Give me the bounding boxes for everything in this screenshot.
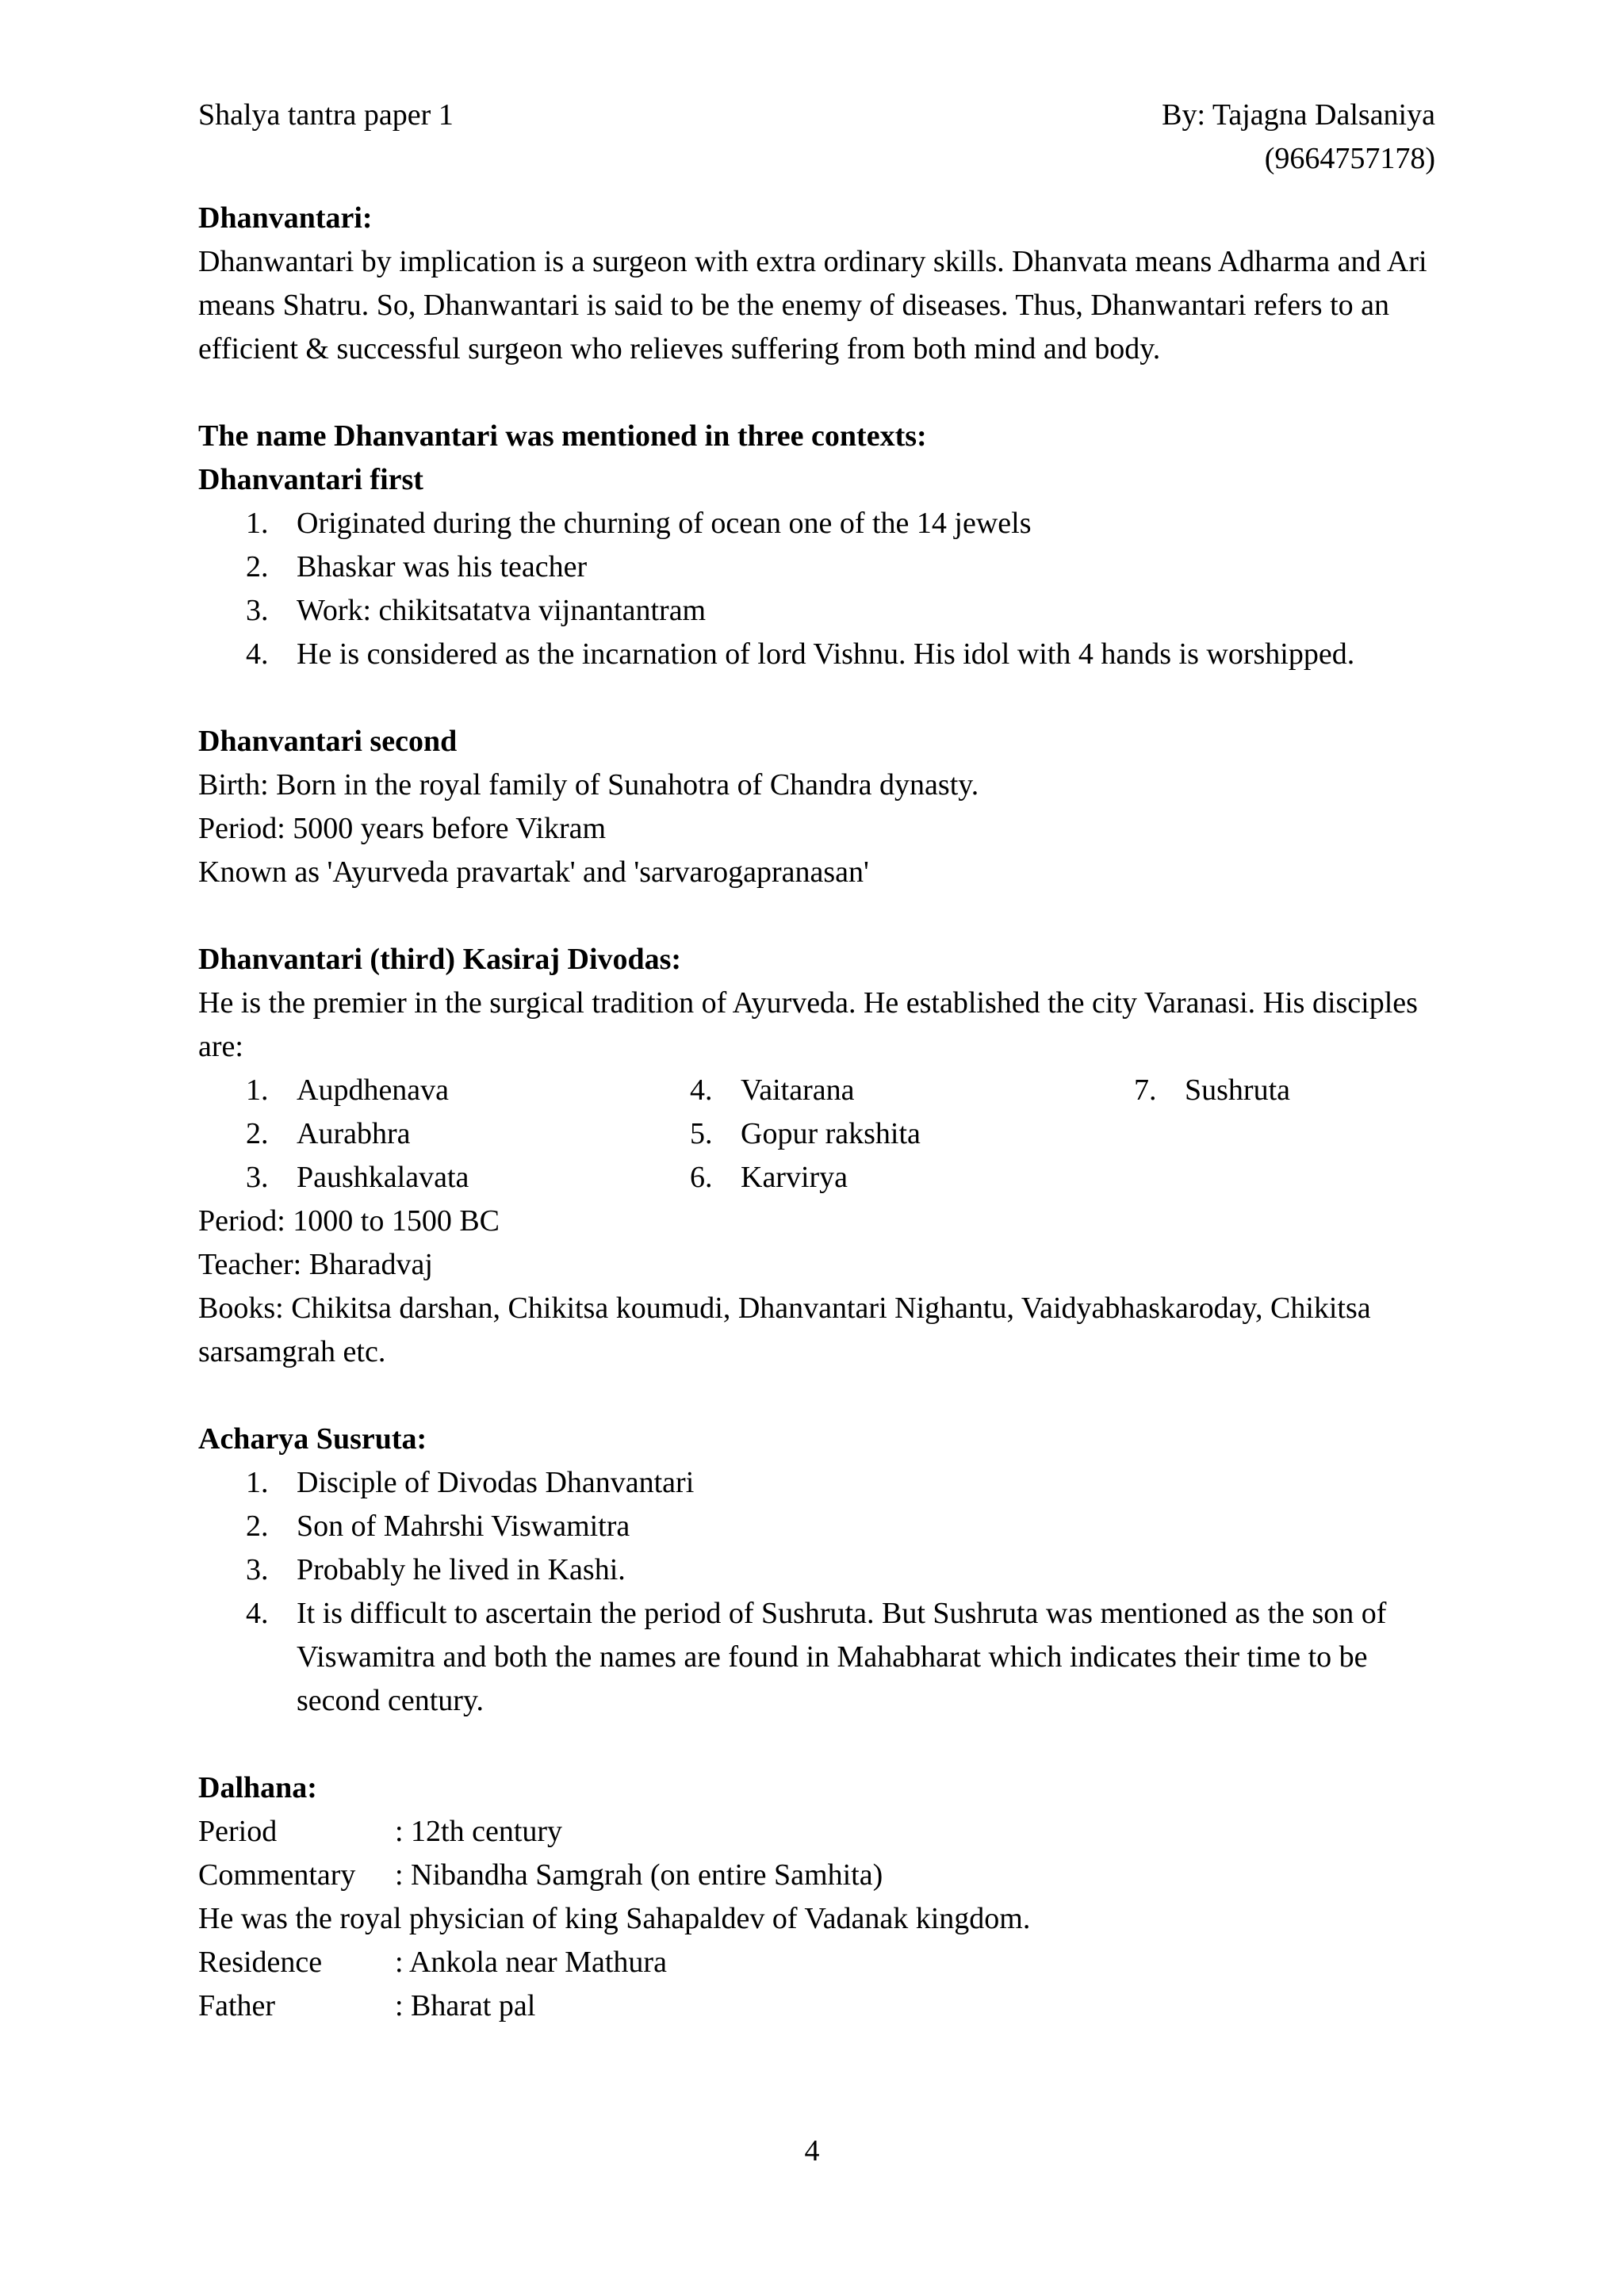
list-text: Bhaskar was his teacher xyxy=(297,550,588,584)
list-number: 6. xyxy=(690,1161,713,1194)
list-number: 3. xyxy=(246,1161,269,1194)
field-label: Commentary xyxy=(198,1858,356,1892)
text-line: Books: Chikitsa darshan, Chikitsa koumudi, Dhanvantari Nighantu, Vaidyabhaskaroday, Chikitsa sarsamgrah etc. xyxy=(198,1292,1371,1368)
header-title: Shalya tantra paper 1 xyxy=(198,98,454,132)
field-row-father xyxy=(198,1984,1435,2028)
field-label: Period xyxy=(198,1815,278,1848)
field-value: : Nibandha Samgrah (on entire Samhita) xyxy=(395,1858,883,1892)
header-author: By: Tajagna Dalsaniya xyxy=(1162,98,1435,132)
list-text: It is difficult to ascertain the period of Sushruta. But Sushruta was mentioned as the son of Viswamitra and both the names are found in Mahabharat which indicates their time to be second century. xyxy=(297,1597,1387,1717)
list-text: Disciple of Divodas Dhanvantari xyxy=(297,1466,695,1499)
list-number: 5. xyxy=(690,1117,713,1150)
list-number: 4. xyxy=(246,637,269,671)
list-susruta xyxy=(198,1461,1435,1723)
list-text: Son of Mahrshi Viswamitra xyxy=(297,1510,630,1543)
field-value: : Ankola near Mathura xyxy=(395,1946,667,1979)
heading-dhanvantari: Dhanvantari: xyxy=(198,201,373,235)
heading-dhanvantari-third: Dhanvantari (third) Kasiraj Divodas: xyxy=(198,943,682,976)
list-item xyxy=(198,1505,1435,1548)
list-number: 2. xyxy=(246,1117,269,1150)
list-item xyxy=(198,633,1435,676)
list-item xyxy=(198,1548,1435,1592)
document-page xyxy=(198,94,1435,2028)
text-line: Teacher: Bharadvaj xyxy=(198,1248,433,1281)
list-item xyxy=(198,589,1435,633)
disciple-name: Gopur rakshita xyxy=(741,1117,921,1150)
paragraph-third-intro: He is the premier in the surgical tradition of Ayurveda. He established the city Varanasi. His disciples are: xyxy=(198,986,1418,1063)
list-number: 3. xyxy=(246,1553,269,1586)
list-text: Work: chikitsatatva vijnantantram xyxy=(297,594,707,627)
paragraph-dhanvantari: Dhanwantari by implication is a surgeon with extra ordinary skills. Dhanvata means Adharma and Ari means Shatru. So, Dhanwantari is said to be the enemy of diseases. Thus, Dhanwantari refers to an efficient & successful surgeon who relieves suffering from both mind and body. xyxy=(198,245,1427,365)
disciple-item xyxy=(1086,1069,1435,1112)
header-author-block xyxy=(1162,94,1435,181)
text-line: Period: 1000 to 1500 BC xyxy=(198,1204,500,1238)
disciple-name: Aurabhra xyxy=(297,1117,411,1150)
disciple-item xyxy=(642,1156,1086,1200)
list-number: 2. xyxy=(246,550,269,584)
disciple-item-empty xyxy=(1086,1156,1435,1200)
list-number: 4. xyxy=(690,1073,713,1107)
list-number: 1. xyxy=(246,1466,269,1499)
disciples-list xyxy=(198,1069,1435,1200)
header-phone: (9664757178) xyxy=(1264,142,1435,175)
field-row-residence xyxy=(198,1941,1435,1984)
field-value: : 12th century xyxy=(395,1815,563,1848)
disciple-name: Vaitarana xyxy=(741,1073,855,1107)
disciple-name: Paushkalavata xyxy=(297,1161,469,1194)
disciple-name: Karvirya xyxy=(741,1161,848,1194)
page-header xyxy=(198,94,1435,181)
disciple-item-empty xyxy=(1086,1112,1435,1156)
disciple-item xyxy=(198,1112,642,1156)
list-item xyxy=(198,1592,1435,1723)
heading-three-contexts: The name Dhanvantari was mentioned in three contexts: xyxy=(198,419,927,453)
disciple-item xyxy=(198,1156,642,1200)
list-dhanvantari-first xyxy=(198,502,1435,676)
heading-acharya-susruta: Acharya Susruta: xyxy=(198,1422,427,1456)
field-row-period xyxy=(198,1810,1435,1854)
list-text: Originated during the churning of ocean one of the 14 jewels xyxy=(297,507,1032,540)
page-number: 4 xyxy=(804,2134,820,2168)
list-item xyxy=(198,1461,1435,1505)
list-item xyxy=(198,502,1435,545)
text-line: Birth: Born in the royal family of Sunahotra of Chandra dynasty. xyxy=(198,768,979,802)
field-row-commentary xyxy=(198,1854,1435,1897)
text-line: Known as 'Ayurveda pravartak' and 'sarvarogapranasan' xyxy=(198,855,869,889)
list-number: 7. xyxy=(1134,1073,1157,1107)
heading-dalhana: Dalhana: xyxy=(198,1771,317,1804)
heading-dhanvantari-first: Dhanvantari first xyxy=(198,463,423,496)
disciple-item xyxy=(198,1069,642,1112)
text-line: He was the royal physician of king Sahapaldev of Vadanak kingdom. xyxy=(198,1902,1031,1935)
list-item xyxy=(198,545,1435,589)
field-label: Residence xyxy=(198,1946,323,1979)
field-value: : Bharat pal xyxy=(395,1989,536,2022)
list-number: 1. xyxy=(246,507,269,540)
disciple-item xyxy=(642,1069,1086,1112)
disciple-item xyxy=(642,1112,1086,1156)
list-text: Probably he lived in Kashi. xyxy=(297,1553,626,1586)
disciple-name: Sushruta xyxy=(1185,1073,1290,1107)
list-number: 2. xyxy=(246,1510,269,1543)
heading-dhanvantari-second: Dhanvantari second xyxy=(198,725,458,758)
list-text: He is considered as the incarnation of lord Vishnu. His idol with 4 hands is worshipped. xyxy=(297,637,1355,671)
disciple-name: Aupdhenava xyxy=(297,1073,450,1107)
field-label: Father xyxy=(198,1989,276,2022)
text-line: Period: 5000 years before Vikram xyxy=(198,812,607,845)
list-number: 4. xyxy=(246,1597,269,1630)
list-number: 3. xyxy=(246,594,269,627)
list-number: 1. xyxy=(246,1073,269,1107)
